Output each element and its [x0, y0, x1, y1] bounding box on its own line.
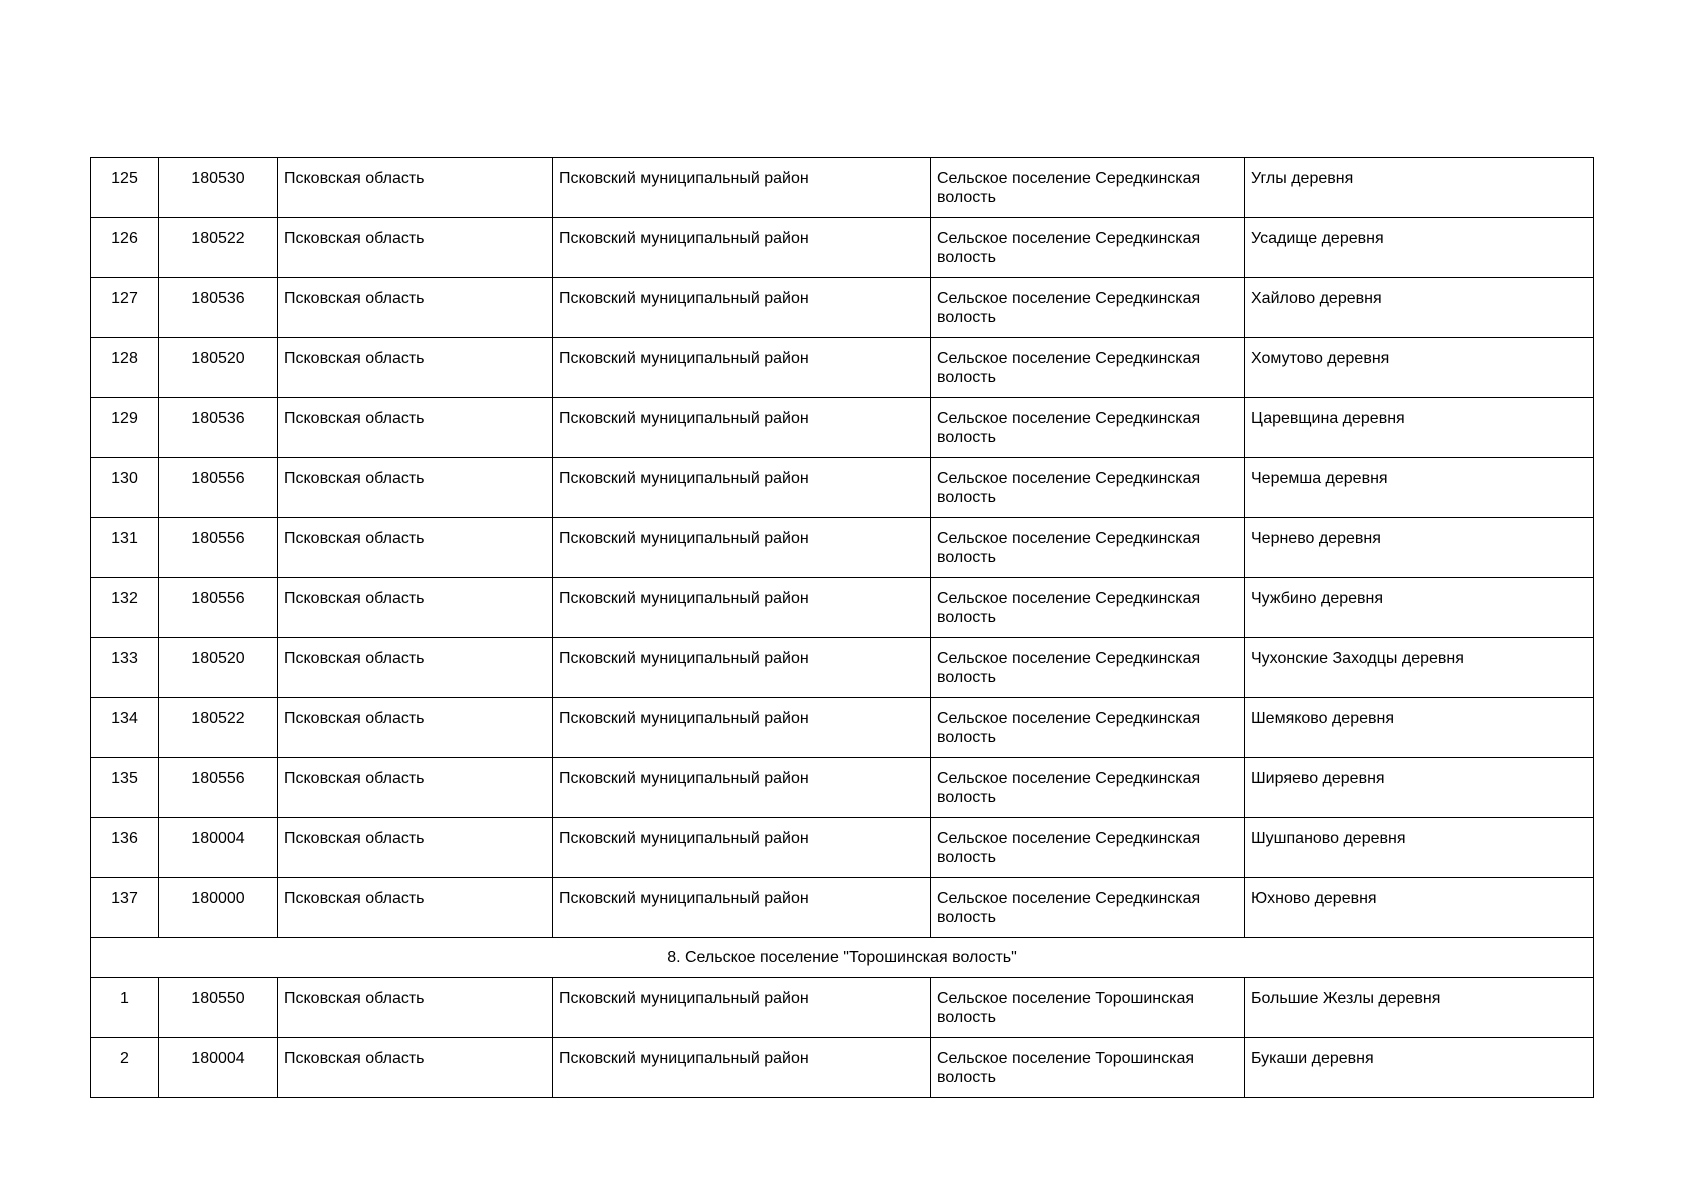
district-cell: Псковский муниципальный район [553, 218, 931, 278]
row-number-cell: 135 [91, 758, 159, 818]
region-cell: Псковская область [278, 1038, 553, 1098]
table-row [91, 278, 1594, 338]
table-row [91, 1038, 1594, 1098]
section-title: 8. Сельское поселение "Торошинская волость" [91, 938, 1594, 978]
locality-cell: Царевщина деревня [1245, 398, 1594, 458]
row-number-cell: 129 [91, 398, 159, 458]
region-cell: Псковская область [278, 638, 553, 698]
table-row [91, 878, 1594, 938]
settlement-cell: Сельское поселение Середкинская волость [931, 758, 1245, 818]
row-number-cell: 131 [91, 518, 159, 578]
table-row [91, 578, 1594, 638]
postal-code-cell: 180522 [159, 218, 278, 278]
postal-code-cell: 180530 [159, 158, 278, 218]
postal-code-cell: 180000 [159, 878, 278, 938]
locality-cell: Хомутово деревня [1245, 338, 1594, 398]
postal-code-cell: 180536 [159, 278, 278, 338]
district-cell: Псковский муниципальный район [553, 698, 931, 758]
row-number-cell: 127 [91, 278, 159, 338]
locality-cell: Букаши деревня [1245, 1038, 1594, 1098]
row-number-cell: 2 [91, 1038, 159, 1098]
settlement-cell: Сельское поселение Середкинская волость [931, 278, 1245, 338]
locality-cell: Шушпаново деревня [1245, 818, 1594, 878]
settlements-table [90, 157, 1594, 1098]
settlement-cell: Сельское поселение Середкинская волость [931, 578, 1245, 638]
district-cell: Псковский муниципальный район [553, 458, 931, 518]
district-cell: Псковский муниципальный район [553, 398, 931, 458]
postal-code-cell: 180556 [159, 458, 278, 518]
region-cell: Псковская область [278, 218, 553, 278]
settlement-cell: Сельское поселение Середкинская волость [931, 338, 1245, 398]
settlement-cell: Сельское поселение Середкинская волость [931, 878, 1245, 938]
district-cell: Псковский муниципальный район [553, 518, 931, 578]
row-number-cell: 133 [91, 638, 159, 698]
row-number-cell: 126 [91, 218, 159, 278]
region-cell: Псковская область [278, 698, 553, 758]
row-number-cell: 136 [91, 818, 159, 878]
row-number-cell: 134 [91, 698, 159, 758]
postal-code-cell: 180520 [159, 638, 278, 698]
district-cell: Псковский муниципальный район [553, 638, 931, 698]
table-row [91, 818, 1594, 878]
region-cell: Псковская область [278, 818, 553, 878]
district-cell: Псковский муниципальный район [553, 278, 931, 338]
locality-cell: Хайлово деревня [1245, 278, 1594, 338]
locality-cell: Черемша деревня [1245, 458, 1594, 518]
table-row [91, 458, 1594, 518]
row-number-cell: 137 [91, 878, 159, 938]
section-header-row [91, 938, 1594, 978]
locality-cell: Большие Жезлы деревня [1245, 978, 1594, 1038]
settlement-cell: Сельское поселение Торошинская волость [931, 1038, 1245, 1098]
region-cell: Псковская область [278, 978, 553, 1038]
postal-code-cell: 180556 [159, 578, 278, 638]
settlement-cell: Сельское поселение Середкинская волость [931, 638, 1245, 698]
locality-cell: Чужбино деревня [1245, 578, 1594, 638]
table-row [91, 518, 1594, 578]
locality-cell: Углы деревня [1245, 158, 1594, 218]
settlement-cell: Сельское поселение Середкинская волость [931, 158, 1245, 218]
settlement-cell: Сельское поселение Середкинская волость [931, 818, 1245, 878]
postal-code-cell: 180520 [159, 338, 278, 398]
locality-cell: Юхново деревня [1245, 878, 1594, 938]
district-cell: Псковский муниципальный район [553, 1038, 931, 1098]
table-row [91, 398, 1594, 458]
region-cell: Псковская область [278, 878, 553, 938]
table-body [91, 158, 1594, 1098]
region-cell: Псковская область [278, 518, 553, 578]
row-number-cell: 132 [91, 578, 159, 638]
row-number-cell: 1 [91, 978, 159, 1038]
table-row [91, 158, 1594, 218]
region-cell: Псковская область [278, 398, 553, 458]
settlement-cell: Сельское поселение Середкинская волость [931, 218, 1245, 278]
postal-code-cell: 180004 [159, 818, 278, 878]
settlement-cell: Сельское поселение Середкинская волость [931, 458, 1245, 518]
locality-cell: Ширяево деревня [1245, 758, 1594, 818]
locality-cell: Шемяково деревня [1245, 698, 1594, 758]
postal-code-cell: 180004 [159, 1038, 278, 1098]
region-cell: Псковская область [278, 278, 553, 338]
postal-code-cell: 180522 [159, 698, 278, 758]
table-row [91, 218, 1594, 278]
postal-code-cell: 180550 [159, 978, 278, 1038]
region-cell: Псковская область [278, 338, 553, 398]
row-number-cell: 125 [91, 158, 159, 218]
settlement-cell: Сельское поселение Середкинская волость [931, 518, 1245, 578]
table-row [91, 698, 1594, 758]
settlement-cell: Сельское поселение Торошинская волость [931, 978, 1245, 1038]
region-cell: Псковская область [278, 458, 553, 518]
row-number-cell: 130 [91, 458, 159, 518]
postal-code-cell: 180536 [159, 398, 278, 458]
region-cell: Псковская область [278, 758, 553, 818]
table-row [91, 978, 1594, 1038]
postal-code-cell: 180556 [159, 758, 278, 818]
document-page [90, 157, 1593, 1098]
table-row [91, 758, 1594, 818]
settlement-cell: Сельское поселение Середкинская волость [931, 698, 1245, 758]
region-cell: Псковская область [278, 578, 553, 638]
district-cell: Псковский муниципальный район [553, 578, 931, 638]
region-cell: Псковская область [278, 158, 553, 218]
row-number-cell: 128 [91, 338, 159, 398]
district-cell: Псковский муниципальный район [553, 878, 931, 938]
locality-cell: Чернево деревня [1245, 518, 1594, 578]
postal-code-cell: 180556 [159, 518, 278, 578]
locality-cell: Усадище деревня [1245, 218, 1594, 278]
district-cell: Псковский муниципальный район [553, 978, 931, 1038]
table-row [91, 638, 1594, 698]
district-cell: Псковский муниципальный район [553, 758, 931, 818]
table-row [91, 338, 1594, 398]
district-cell: Псковский муниципальный район [553, 158, 931, 218]
district-cell: Псковский муниципальный район [553, 338, 931, 398]
settlement-cell: Сельское поселение Середкинская волость [931, 398, 1245, 458]
locality-cell: Чухонские Заходцы деревня [1245, 638, 1594, 698]
district-cell: Псковский муниципальный район [553, 818, 931, 878]
